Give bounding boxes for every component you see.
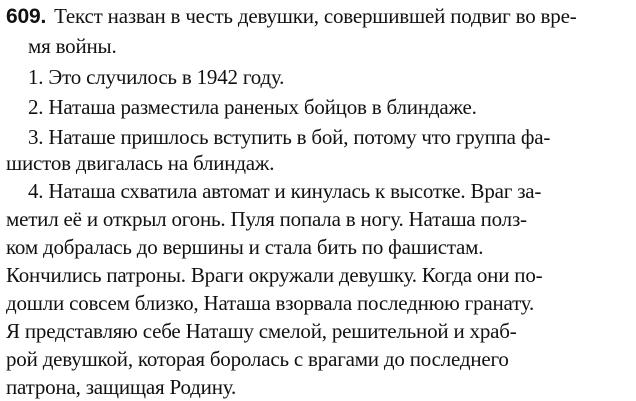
paragraph-3-line-1: 3. Наташе пришлось вступить в бой, потому что группа фа- <box>28 125 551 149</box>
paragraph-4-line-1: 4. Наташа схватила автомат и кинулась к высотке. Враг за- <box>28 179 542 203</box>
paragraph-2: 2. Наташа разместила раненых бойцов в блиндаже. <box>28 95 477 119</box>
paragraph-4-line-4: Кончились патроны. Враги окружали девушку. Когда они по- <box>6 263 543 287</box>
paragraph-5-line-1: Я представляю себе Наташу смелой, решительной и храб- <box>6 319 517 343</box>
paragraph-3-line-2: шистов двигалась на блиндаж. <box>6 151 275 175</box>
paragraph-1: 1. Это случилось в 1942 году. <box>28 65 285 89</box>
exercise-heading-line-2: мя войны. <box>28 34 117 58</box>
paragraph-4-line-5: дошли совсем близко, Наташа взорвала последнюю гранату. <box>6 291 535 315</box>
exercise-heading-line-1 <box>6 4 577 29</box>
exercise-number: 609. <box>6 5 47 28</box>
exercise-heading-text: Текст назван в честь девушки, совершившей подвиг во вре- <box>54 4 577 28</box>
paragraph-4-line-2: метил её и открыл огонь. Пуля попала в ногу. Наташа полз- <box>6 207 527 231</box>
paragraph-5-line-3: патрона, защищая Родину. <box>6 375 236 399</box>
paragraph-5-line-2: рой девушкой, которая боролась с врагами до последнего <box>6 347 509 371</box>
paragraph-4-line-3: ком добралась до вершины и стала бить по фашистам. <box>6 235 484 259</box>
